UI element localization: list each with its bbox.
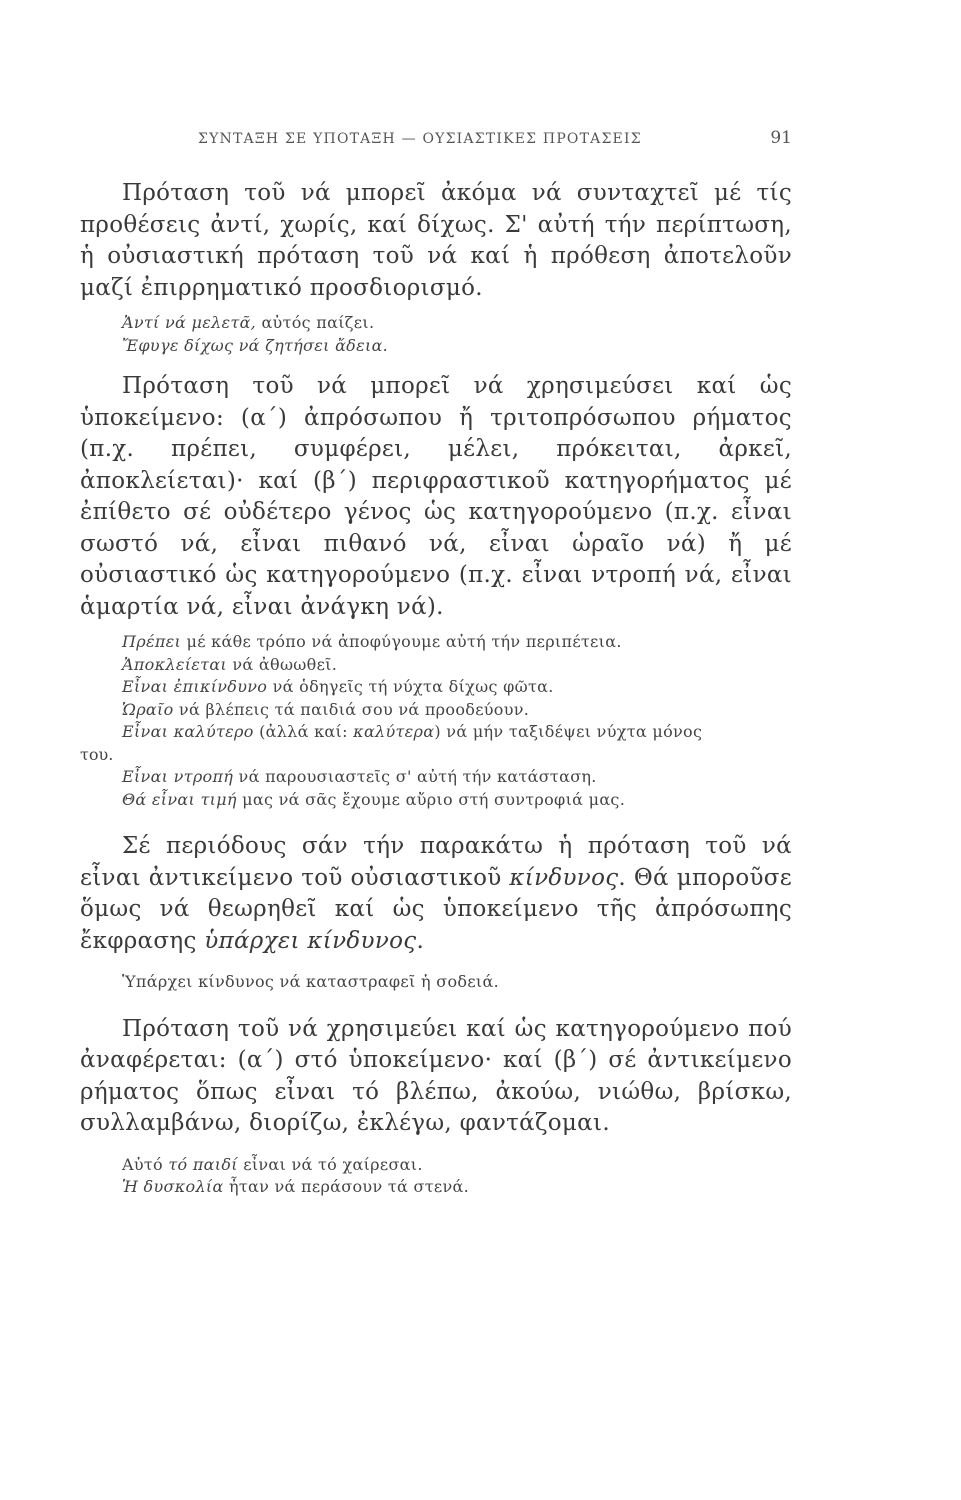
example-text: νά ὁδηγεῖς τή νύχτα δίχως φῶτα. xyxy=(267,677,554,696)
example-emphasis: Εἶναι ντροπή xyxy=(122,767,234,786)
paragraph-text: . xyxy=(416,927,425,954)
example-text: μέ κάθε τρόπο νά ἀποφύγουμε αὐτή τήν περιπέτεια. xyxy=(181,632,622,651)
example-4b xyxy=(80,1176,792,1199)
example-text: νά βλέπεις τά παιδιά σου νά προοδεύουν. xyxy=(173,699,530,719)
example-emphasis: Ἀποκλείεται xyxy=(122,654,228,674)
example-text: αὐτός παίζει. xyxy=(256,313,375,332)
example-2f xyxy=(80,766,792,789)
paragraph-1: Πρόταση τοῦ νά μπορεῖ ἀκόμα νά συνταχτεῖ μέ τίς προθέσεις ἀντί, χωρίς, καί δίχως. Σ' αὐτή τήν περίπτωση, ἡ οὐσιαστική πρόταση τοῦ νά καί ἡ πρόθεση ἀποτελοῦν μαζί ἐπιρρηματικό προσδιορισμό. xyxy=(80,180,792,301)
example-text: Αὐτό xyxy=(122,1154,169,1174)
example-emphasis: Εἶναι καλύτερο xyxy=(122,722,254,741)
running-header xyxy=(198,128,792,148)
paragraph-4: Πρόταση τοῦ νά χρησιμεύει καί ὡς κατηγορούμενο πού ἀναφέρεται: (α΄) στό ὑποκείμενο· καί (β΄) σέ ἀντικείμενο ρήματος ὅπως εἶναι τό βλέπω, ἀκούω, νιώθω, βρίσκω, συλλαμβάνω, διορίζω, ἐκλέγω, φαντάζομαι. xyxy=(80,1015,792,1136)
paragraph-text: Σέ περιόδους σάν τήν παρακάτω ἡ πρόταση τοῦ νά εἶναι ἀντικείμενο τοῦ οὐσιαστικοῦ xyxy=(80,833,792,891)
example-1b xyxy=(80,335,792,358)
example-text: μας νά σᾶς ἔχουμε αὔριο στή συντροφιά μας. xyxy=(236,789,626,809)
paragraph-3 xyxy=(80,831,792,957)
example-text: νά παρουσιαστεῖς σ' αὐτή τήν κατάσταση. xyxy=(233,767,597,786)
example-2g xyxy=(80,789,792,812)
example-emphasis: καλύτερα xyxy=(353,722,435,741)
example-4a xyxy=(80,1154,792,1177)
example-emphasis: Θά εἶναι τιμή xyxy=(122,789,237,809)
paragraph-emphasis: ὑπάρχει κίνδυνος xyxy=(204,927,417,954)
example-2c xyxy=(80,676,792,699)
example-text: ) νά μήν ταξιδέψει νύχτα μόνος xyxy=(434,722,703,741)
example-emphasis: Ἔφυγε δίχως νά ζητήσει ἄδεια. xyxy=(122,335,389,355)
example-emphasis: Ἀντί νά μελετᾶ, xyxy=(122,313,257,332)
example-2d xyxy=(80,699,792,722)
running-title: ΣΥΝΤΑΞΗ ΣΕ ΥΠΟΤΑΞΗ — ΟΥΣΙΑΣΤΙΚΕΣ ΠΡΟΤΑΣΕΙΣ xyxy=(198,131,642,147)
example-text: νά ἀθωωθεῖ. xyxy=(227,654,338,674)
example-emphasis: Πρέπει xyxy=(122,632,182,651)
example-2e-continuation: του. xyxy=(80,744,114,764)
paragraph-2: Πρόταση τοῦ νά μπορεῖ νά χρησιμεύσει καί ὡς ὑποκείμενο: (α΄) ἀπρόσωπου ἤ τριτοπρόσωπου ρήματος (π.χ. πρέπει, συμφέρει, μέλει, πρόκειται, ἀρκεῖ, ἀποκλείεται)· καί (β΄) περιφραστικοῦ κατηγορήματος μέ ἐπίθετο σέ οὐδέτερο γένος ὡς κατηγορούμενο (π.χ. εἶναι σωστό νά, εἶναι πιθανό νά, εἶναι ὡραῖο νά) ἤ μέ οὐσιαστικό ὡς κατηγορούμενο (π.χ. εἶναι ντροπή νά, εἶναι ἁμαρτία νά, εἶναι ἀνάγκη νά). xyxy=(80,373,792,620)
paragraph-emphasis: κίνδυνος xyxy=(509,864,619,891)
example-text: ἦταν νά περάσουν τά στενά. xyxy=(223,1177,469,1196)
example-text: εἶναι νά τό χαίρεσαι. xyxy=(237,1154,423,1174)
example-3a: Ὑπάρχει κίνδυνος νά καταστραφεῖ ἡ σοδειά. xyxy=(122,972,499,991)
example-emphasis: Εἶναι ἐπικίνδυνο xyxy=(122,677,268,696)
example-emphasis: Ἡ δυσκολία xyxy=(122,1177,224,1196)
paragraph-text: . Θά μποροῦσε ὅμως νά θεωρηθεῖ καί ὡς ὑποκείμενο τῆς ἀπρόσωπης ἔκφρασης xyxy=(80,864,792,954)
page-number: 91 xyxy=(770,128,792,148)
page-body xyxy=(80,178,792,1199)
example-2a xyxy=(80,631,792,654)
example-1a xyxy=(80,312,792,335)
example-2e xyxy=(80,721,792,744)
example-emphasis: τό παιδί xyxy=(168,1154,238,1174)
example-2b xyxy=(80,654,792,677)
example-text: (ἀλλά καί: xyxy=(253,722,354,741)
example-emphasis: Ὡραῖο xyxy=(122,699,174,719)
